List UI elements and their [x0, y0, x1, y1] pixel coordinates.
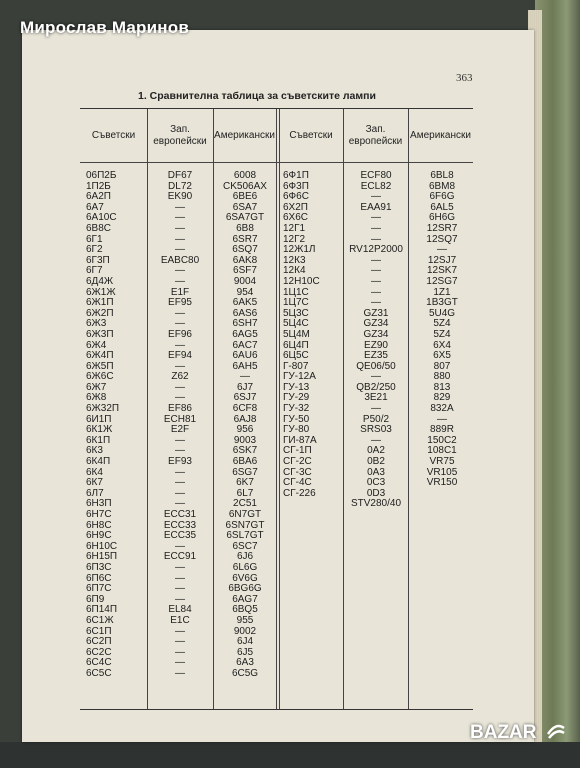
table-cell: — — [437, 413, 447, 425]
table-cell: — — [371, 297, 381, 309]
table-cell: 6Ж4П — [86, 350, 114, 362]
table-cell: 6И1П — [86, 413, 112, 425]
table-cell: 6X4 — [433, 339, 451, 351]
table-cell: — — [371, 275, 381, 287]
table-cell: 9004 — [233, 275, 257, 287]
table-cell: 6AK8 — [232, 254, 258, 266]
table-cell: ECL82 — [360, 180, 392, 192]
column-divider-double — [276, 109, 277, 709]
table-cell: EK90 — [167, 191, 193, 203]
table-cell: 6F6G — [429, 191, 455, 203]
table-cell: СГ-4С — [283, 477, 312, 489]
table-cell: QB2/250 — [356, 381, 396, 393]
header-american-2: Американски — [410, 129, 471, 141]
table-cell: 5Ц3С — [283, 307, 309, 319]
table-cell: 6А7 — [86, 201, 104, 213]
table-cell: ECF80 — [360, 170, 392, 181]
table-cell: 1Ц7С — [283, 297, 309, 309]
table-cell: 6Ф3П — [283, 180, 309, 192]
table-cell: 6Г3П — [86, 254, 110, 266]
table-cell: 6AH5 — [232, 360, 258, 372]
header-soviet-2: Съветски — [289, 129, 333, 141]
table-cell: 880 — [433, 371, 451, 383]
table-cell: 6BA6 — [232, 456, 258, 468]
table-cell: 6К1П — [86, 434, 111, 446]
table-cell: — — [175, 572, 185, 584]
table-cell: 1Z1 — [433, 286, 451, 298]
table-cell: 6А10С — [86, 212, 117, 224]
table-cell: 6SR7 — [232, 233, 258, 245]
table-cell: 12К4 — [283, 265, 306, 277]
table-cell: SRS03 — [360, 424, 392, 436]
table-cell: 6Г2 — [86, 244, 103, 256]
column-divider — [213, 109, 214, 709]
column-american-2 — [413, 171, 471, 489]
table-cell: EL84 — [168, 604, 192, 616]
column-american-1 — [216, 171, 274, 680]
table-cell: 108C1 — [427, 445, 457, 457]
table-cell: 6А2П — [86, 191, 111, 203]
table-cell: ECC35 — [163, 530, 197, 542]
table-cell: 954 — [236, 286, 254, 298]
column-divider — [343, 109, 344, 709]
table-cell: — — [175, 339, 185, 351]
table-cell: — — [175, 318, 185, 330]
table-cell: 12SQ7 — [426, 233, 458, 245]
table-cell: — — [437, 244, 447, 256]
table-cell: ГУ-13 — [283, 381, 310, 393]
table-cell: 6П7С — [86, 583, 112, 595]
table-cell: — — [175, 646, 185, 658]
table-cell: — — [371, 254, 381, 266]
table-cell: — — [371, 265, 381, 277]
table-cell: 0A3 — [367, 466, 385, 478]
table-cell: СГ-226 — [283, 487, 316, 499]
table-cell: — — [175, 392, 185, 404]
table-cell: 6Ж2П — [86, 307, 114, 319]
table-cell: 6Ж1Ж — [86, 286, 116, 298]
table-cell: 6Ц4П — [283, 339, 309, 351]
table-cell: 12Ж1Л — [283, 244, 316, 256]
table-cell: 6AG7 — [232, 593, 258, 605]
table-cell: VR105 — [426, 466, 458, 478]
table-cell: 6С2С — [86, 646, 112, 658]
table-cell: 813 — [433, 381, 451, 393]
marketplace-logo: BAZAR — [470, 722, 537, 743]
table-cell: 6SJ7 — [233, 392, 257, 404]
table-cell: — — [371, 286, 381, 298]
table-cell: 1П2Б — [86, 180, 111, 192]
table-cell: 6С2П — [86, 636, 112, 648]
table-cell: 6BE6 — [232, 191, 258, 203]
table-cell: 12SK7 — [426, 265, 458, 277]
table-cell: — — [371, 434, 381, 446]
table-cell: 6Н8С — [86, 519, 112, 531]
table-cell: 6Ж3 — [86, 318, 107, 330]
table-cell: — — [371, 212, 381, 224]
column-divider — [147, 109, 148, 709]
table-cell: VR150 — [426, 477, 458, 489]
table-cell: Г-807 — [283, 360, 309, 372]
table-cell: 6C5G — [231, 667, 259, 679]
table-cell: ГУ-12А — [283, 371, 316, 383]
table-cell: ECC33 — [163, 519, 197, 531]
table-cell: 6A3 — [236, 657, 254, 669]
table-cell: 6N7GT — [228, 509, 262, 520]
table-cell: EF95 — [168, 297, 192, 309]
table-cell: — — [175, 540, 185, 552]
table-cell: — — [175, 381, 185, 393]
table-cell: ГУ-29 — [283, 392, 310, 404]
table-cell: 12Н10С — [283, 275, 320, 287]
table-cell: Z62 — [171, 371, 189, 383]
table-cell: 6К1Ж — [86, 424, 113, 436]
table-cell: — — [175, 487, 185, 499]
table-cell: 9003 — [233, 434, 257, 446]
seller-watermark: Мирослав Маринов — [20, 18, 189, 37]
table-cell: DL72 — [168, 180, 192, 192]
table-cell: ECC31 — [163, 509, 197, 520]
table-cell: 6Г7 — [86, 265, 103, 277]
table-cell: GZ34 — [363, 328, 389, 340]
column-soviet-1 — [86, 171, 146, 680]
table-cell: 1Ц1С — [283, 286, 309, 298]
table-cell: 12SJ7 — [427, 254, 457, 266]
header-soviet-1: Съветски — [91, 129, 136, 141]
table-cell: P50/2 — [362, 413, 390, 425]
table-cell: — — [175, 212, 185, 224]
table-cell: 6J5 — [236, 646, 254, 658]
comparison-table — [80, 108, 473, 710]
table-cell: — — [175, 222, 185, 234]
table-cell: 6SG7 — [232, 466, 258, 478]
table-cell: — — [175, 434, 185, 446]
table-cell: ECH81 — [163, 413, 197, 425]
table-cell: VR75 — [429, 456, 455, 468]
table-cell: 6L7 — [236, 487, 254, 499]
table-cell: — — [175, 445, 185, 457]
table-cell: — — [175, 201, 185, 213]
table-cell: DF67 — [167, 170, 193, 181]
table-cell: 6Ж1П — [86, 297, 114, 309]
table-cell: 6SN7GT — [225, 519, 265, 531]
table-cell: 6X5 — [433, 350, 451, 362]
table-cell: — — [175, 636, 185, 648]
table-cell: — — [175, 466, 185, 478]
table-cell: 0B2 — [367, 456, 385, 468]
table-cell: 6AJ8 — [233, 413, 257, 425]
table-cell: 6J4 — [236, 636, 254, 648]
table-cell: 6AC7 — [232, 339, 258, 351]
table-cell: — — [175, 233, 185, 245]
table-cell: ГУ-80 — [283, 424, 310, 436]
table-cell: 6Ф1П — [283, 170, 309, 181]
table-cell: 6K7 — [236, 477, 254, 489]
table-cell: 6SK7 — [232, 445, 258, 457]
table-cell: — — [175, 583, 185, 595]
table-cell: EF86 — [168, 403, 192, 415]
table-cell: ГИ-87А — [283, 434, 317, 446]
table-cell: 6Н10С — [86, 540, 118, 552]
table-cell: — — [371, 233, 381, 245]
table-cell: 6Ж8 — [86, 392, 107, 404]
column-west-european-2 — [345, 171, 407, 510]
table-cell: — — [175, 667, 185, 679]
table-cell: 6BG6G — [228, 583, 262, 595]
table-cell: 5U4G — [428, 307, 456, 319]
column-soviet-2 — [283, 171, 341, 499]
table-cell: — — [175, 265, 185, 277]
table-cell: CK506AX — [223, 180, 267, 192]
table-cell: — — [175, 275, 185, 287]
table-cell: 6SC7 — [232, 540, 258, 552]
table-cell: E1C — [170, 614, 190, 626]
table-cell: 6К4 — [86, 466, 103, 478]
table-cell: 6SQ7 — [232, 244, 258, 256]
table-cell: ECC91 — [163, 551, 197, 563]
table-cell: 6Ж4 — [86, 339, 107, 351]
marketplace-logo-mark-icon — [545, 720, 567, 742]
page-number: 363 — [456, 72, 473, 84]
table-cell: 5Z4 — [433, 318, 451, 330]
table-cell: 956 — [236, 424, 254, 436]
table-cell: 6BL8 — [430, 170, 454, 181]
table-cell: 6К3 — [86, 445, 103, 457]
table-cell: RV12P2000 — [349, 244, 403, 256]
header-west-european-1: Зап. европейски — [153, 123, 207, 147]
table-cell: 6AL5 — [430, 201, 454, 213]
table-cell: GZ34 — [363, 318, 389, 330]
table-cell: 6SA7GT — [225, 212, 265, 224]
table-cell: — — [175, 477, 185, 489]
table-cell: СГ-1П — [283, 445, 312, 457]
table-cell: EZ90 — [364, 339, 388, 351]
table-cell: 6Н9С — [86, 530, 112, 542]
table-cell: 6П6С — [86, 572, 112, 584]
header-west-european-2: Зап. европейски — [348, 123, 403, 147]
table-cell: 12Г1 — [283, 222, 306, 234]
table-cell: 6L6G — [232, 561, 258, 573]
table-cell: 3E21 — [364, 392, 388, 404]
table-cell: 6SL7GT — [226, 530, 264, 542]
table-cell: 6П9 — [86, 593, 105, 605]
table-cell: 889R — [430, 424, 454, 436]
table-cell: 6AS6 — [232, 307, 258, 319]
table-cell: — — [175, 244, 185, 256]
table-cell: 6H6G — [428, 212, 456, 224]
table-cell: 6В8С — [86, 222, 112, 234]
table-cell: 9002 — [233, 625, 257, 637]
table-cell: 6К4П — [86, 456, 111, 468]
table-cell: 829 — [433, 392, 451, 404]
table-cell: 6Ж32П — [86, 403, 120, 415]
table-cell: 6Н3П — [86, 498, 112, 510]
table-cell: 12К3 — [283, 254, 306, 266]
table-cell: EZ35 — [364, 350, 388, 362]
table-cell: 6Ц5С — [283, 350, 309, 362]
table-cell: EF94 — [168, 350, 192, 362]
table-cell: 807 — [433, 360, 451, 372]
table-cell: — — [371, 191, 381, 203]
table-cell: — — [371, 222, 381, 234]
table-cell: 6Н15П — [86, 551, 118, 563]
table-cell: 12Г2 — [283, 233, 306, 245]
table-cell: 6С5С — [86, 667, 112, 679]
table-cell: 12SG7 — [426, 275, 458, 287]
table-cell: 6B8 — [236, 222, 254, 234]
table-cell: 6Н7С — [86, 509, 112, 520]
background-surface — [0, 742, 580, 768]
table-cell: — — [175, 498, 185, 510]
column-west-european-1 — [149, 171, 211, 680]
table-cell: 6Л7 — [86, 487, 104, 499]
table-cell: 6Х2П — [283, 201, 308, 213]
table-cell: GZ31 — [363, 307, 389, 319]
table-cell: 6AG5 — [232, 328, 258, 340]
table-cell: — — [175, 561, 185, 573]
column-divider — [408, 109, 409, 709]
table-cell: E2F — [170, 424, 190, 436]
table-cell: 6V6G — [232, 572, 258, 584]
table-cell: СГ-2С — [283, 456, 312, 468]
table-cell: 1B3GT — [426, 297, 458, 309]
table-cell: QE06/50 — [356, 360, 396, 372]
table-cell: 6AU6 — [232, 350, 258, 362]
table-cell: — — [175, 593, 185, 605]
table-cell: 5Ц4С — [283, 318, 309, 330]
table-cell: 6П3С — [86, 561, 112, 573]
table-cell: — — [175, 307, 185, 319]
table-cell: 6CF8 — [232, 403, 258, 415]
table-cell: 6SF7 — [233, 265, 257, 277]
table-cell: 6SA7 — [232, 201, 258, 213]
column-divider-double — [279, 109, 280, 709]
table-cell: 6Д4Ж — [86, 275, 114, 287]
table-cell: 150C2 — [427, 434, 457, 446]
table-cell: ГУ-50 — [283, 413, 310, 425]
table-cell: 5Ц4М — [283, 328, 310, 340]
table-cell: 6С4С — [86, 657, 112, 669]
table-cell: 6Ф6С — [283, 191, 309, 203]
table-cell: СГ-3С — [283, 466, 312, 478]
table-cell: — — [175, 657, 185, 669]
table-cell: 6К7 — [86, 477, 103, 489]
table-cell: 6П14П — [86, 604, 118, 616]
table-cell: — — [175, 625, 185, 637]
table-cell: 6С1П — [86, 625, 112, 637]
table-cell: 5Z4 — [433, 328, 451, 340]
table-cell: 832A — [430, 403, 454, 415]
table-cell: 6Ж6С — [86, 371, 114, 383]
table-cell: 6008 — [233, 170, 257, 181]
table-cell: STV280/40 — [350, 498, 402, 510]
table-cell: E1F — [170, 286, 190, 298]
table-cell: 6AK5 — [232, 297, 258, 309]
header-american-1: Американски — [214, 129, 275, 141]
table-cell: 0C3 — [366, 477, 386, 489]
table-cell: 06П2Б — [86, 170, 117, 181]
table-cell: EABC80 — [160, 254, 200, 266]
table-cell: 6SH7 — [232, 318, 258, 330]
table-cell: 6J6 — [236, 551, 254, 563]
table-cell: ГУ-32 — [283, 403, 310, 415]
table-cell: — — [240, 371, 250, 383]
table-cell: 12SR7 — [426, 222, 458, 234]
table-cell: — — [371, 403, 381, 415]
table-cell: 0A2 — [367, 445, 385, 457]
table-cell: — — [175, 360, 185, 372]
table-cell: — — [371, 371, 381, 383]
table-cell: 6J7 — [236, 381, 254, 393]
table-cell: 0D3 — [366, 487, 386, 499]
table-cell: 6Ж5П — [86, 360, 114, 372]
table-cell: 2C51 — [233, 498, 257, 510]
table-cell: 955 — [236, 614, 254, 626]
table-cell: 6BQ5 — [232, 604, 258, 616]
table-cell: 6Ж3П — [86, 328, 114, 340]
table-cell: 6Х6С — [283, 212, 309, 224]
table-cell: 6BM8 — [428, 180, 456, 192]
table-cell: 6С1Ж — [86, 614, 114, 626]
table-cell: EF93 — [168, 456, 192, 468]
table-cell: 6Ж7 — [86, 381, 107, 393]
table-cell: EAA91 — [360, 201, 392, 213]
table-title: 1. Сравнителна таблица за съветските лампи — [138, 90, 376, 102]
table-cell: 6Г1 — [86, 233, 103, 245]
table-cell: EF96 — [168, 328, 192, 340]
